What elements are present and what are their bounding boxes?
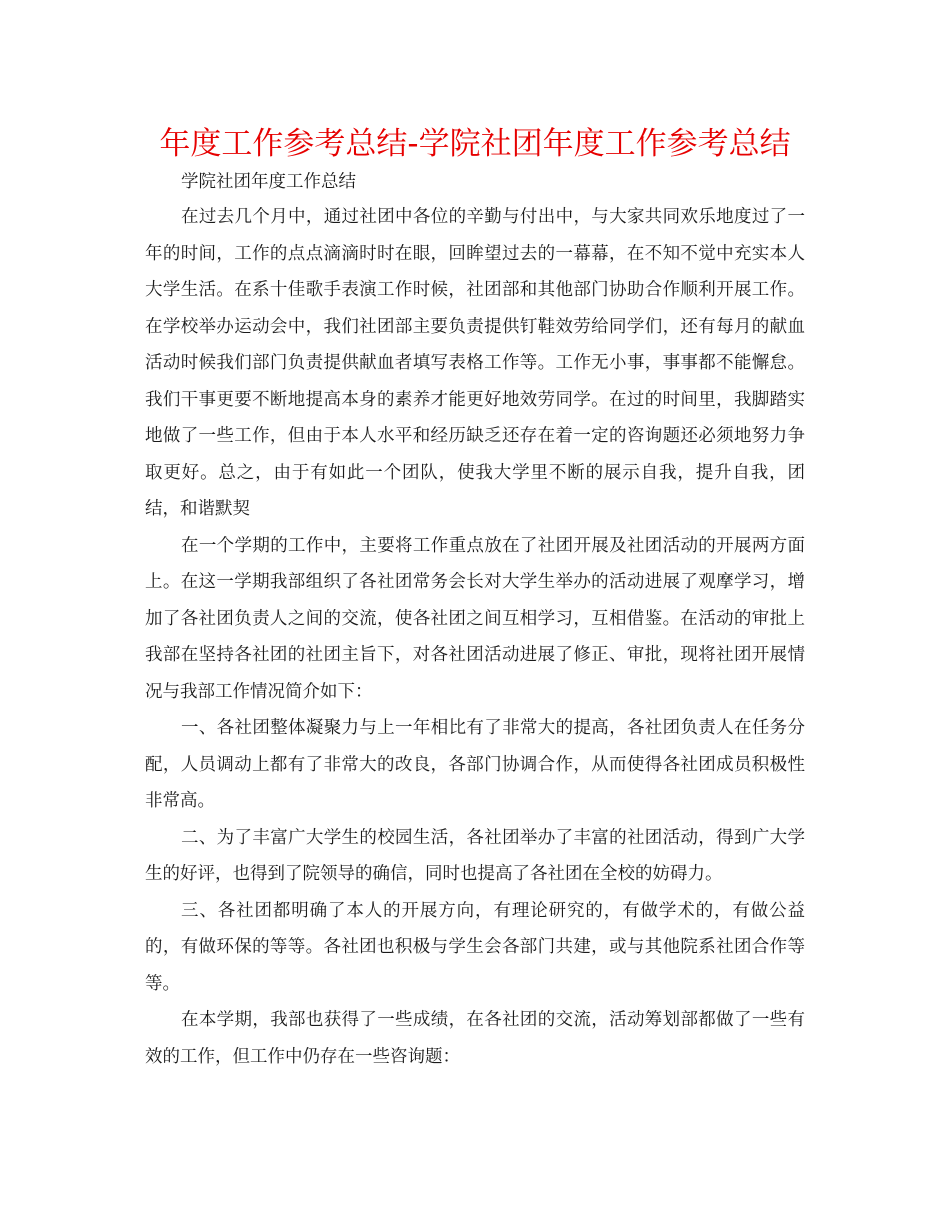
document-title: 年度工作参考总结-学院社团年度工作参考总结 (159, 126, 791, 162)
paragraph-intro: 在过去几个月中，通过社团中各位的辛勤与付出中，与大家共同欢乐地度过了一年的时间，工作的点点滴滴时时在眼，回眸望过去的一幕幕，在不知不觉中充实本人大学生活。在系十佳歌手表演工作时候，社团部和其他部门协助合作顺利开展工作。在学校举办运动会中，我们社团部主要负责提供钉鞋效劳给同学们，还有每月的献血活动时候我们部门负责提供献血者填写表格工作等。工作无小事，事事都不能懈怠。我们干事更要不断地提高本身的素养才能更好地效劳同学。在过的时间里，我脚踏实地做了一些工作，但由于本人水平和经历缺乏还存在着一定的咨询题还必须地努力争取更好。总之，由于有如此一个团队，使我大学里不断的展示自我，提升自我，团结，和谐默契 (145, 207, 805, 519)
document-body (145, 199, 805, 1075)
paragraph-achievements: 在本学期，我部也获得了一些成绩，在各社团的交流，活动筹划部都做了一些有效的工作，但工作中仍存在一些咨询题： (145, 1010, 805, 1067)
paragraph-semester-work: 在一个学期的工作中，主要将工作重点放在了社团开展及社团活动的开展两方面上。在这一学期我部组织了各社团常务会长对大学生举办的活动进展了观摩学习，增加了各社团负责人之间的交流，使各社团之间互相学习，互相借鉴。在活动的审批上我部在坚持各社团的社团主旨下，对各社团活动进展了修正、审批，现将社团开展情况与我部工作情况简介如下： (145, 535, 805, 702)
document-subtitle: 学院社团年度工作总结 (181, 172, 356, 192)
paragraph-point-three: 三、各社团都明确了本人的开展方向，有理论研究的，有做学术的，有做公益的，有做环保的等等。各社团也积极与学生会各部门共建，或与其他院系社团合作等等。 (145, 900, 805, 994)
paragraph-point-two: 二、为了丰富广大学生的校园生活，各社团举办了丰富的社团活动，得到广大学生的好评，也得到了院领导的确信，同时也提高了各社团在全校的妨碍力。 (145, 827, 805, 884)
paragraph-point-one: 一、各社团整体凝聚力与上一年相比有了非常大的提高，各社团负责人在任务分配，人员调动上都有了非常大的改良，各部门协调合作，从而使得各社团成员积极性非常高。 (145, 718, 805, 811)
